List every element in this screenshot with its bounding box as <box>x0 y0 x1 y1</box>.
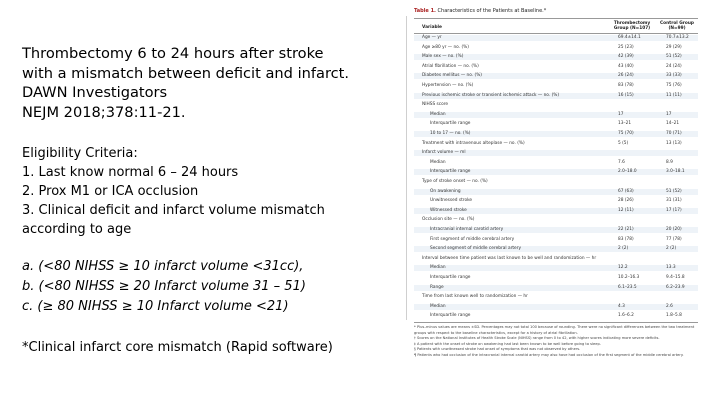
table-footnotes <box>414 322 698 359</box>
software-note: *Clinical infarct core mismatch (Rapid software) <box>22 340 333 355</box>
table-cell: 70 (71) <box>666 131 682 136</box>
table-cell: 22 (21) <box>618 227 634 232</box>
table-row <box>414 208 698 214</box>
table-cell: Interquartile range <box>430 169 471 175</box>
criteria-line: according to age <box>22 222 132 237</box>
table-cell: 28 (26) <box>618 198 634 204</box>
table-cell: 13.3 <box>666 265 676 271</box>
table-cell: 14–21 <box>666 121 680 127</box>
table-cell: 8.9 <box>666 159 673 165</box>
table-row <box>414 313 698 319</box>
mismatch-criteria <box>22 257 392 317</box>
table-cell: 2 (2) <box>618 246 629 252</box>
header-control: Control Group (N=99) <box>660 21 694 31</box>
table-row <box>414 150 698 156</box>
table-cell: Median <box>430 111 446 117</box>
table-cell: 7.6 <box>618 159 625 165</box>
table-header <box>414 18 698 34</box>
table-cell: 69.4±14.1 <box>618 35 641 40</box>
table-cell: Interval between time patient was last known to be well and randomization — hr <box>422 255 597 261</box>
table-row <box>414 93 698 99</box>
title-line: DAWN Investigators <box>22 84 168 101</box>
table-row <box>414 285 698 291</box>
table-row <box>414 102 698 108</box>
table-cell: Diabetes mellitus — no. (%) <box>422 73 482 79</box>
table-row <box>414 189 698 195</box>
table-cell: 1.6–6.2 <box>618 313 634 319</box>
table-row <box>414 304 698 310</box>
table-cell: 83 (78) <box>618 236 634 242</box>
footnote: ¶ Patients who had occlusion of the intracranial internal carotid artery may also have had occlusion of the first segment of the middle cerebral artery. <box>414 352 684 357</box>
table-caption <box>406 4 702 16</box>
table-cell: 17 <box>618 111 624 117</box>
table-row <box>414 112 698 118</box>
criteria-line: Eligibility Criteria: <box>22 146 138 161</box>
table-row <box>414 54 698 60</box>
table-cell: 25 (23) <box>618 44 634 50</box>
table-cell: Median <box>430 303 446 309</box>
table-cell: 75 (76) <box>666 83 682 88</box>
table-cell: Occlusion site — no. (%) <box>422 217 475 223</box>
table-row <box>414 160 698 166</box>
title-line: NEJM 2018;378:11-21. <box>22 103 186 121</box>
mismatch-line: b. (<80 NIHSS ≥ 20 Infarct volume 31 – 51) <box>22 279 306 294</box>
table-cell: 4.3 <box>618 303 625 309</box>
table-cell: 3.0–18.1 <box>666 169 685 175</box>
criteria-line: 1. Last know normal 6 – 24 hours <box>22 165 239 180</box>
table-cell: 6.2–23.9 <box>666 284 685 290</box>
table-cell: Intracranial internal carotid artery <box>430 227 504 232</box>
table-cell: Range <box>430 284 444 290</box>
table-row <box>414 198 698 204</box>
table-cell: Infarct volume — ml <box>422 150 466 156</box>
table-cell: 20 (20) <box>666 227 682 232</box>
table-cell: 1.8–5.8 <box>666 313 682 319</box>
table-cell: 24 (24) <box>666 63 682 69</box>
table-cell: 43 (40) <box>618 63 634 69</box>
table-cell: 26 (24) <box>618 73 634 79</box>
table-row <box>414 256 698 262</box>
footnote: * Plus–minus values are means ±SD. Percentages may not total 100 because of rounding. There were no significant differences between the two treatment groups with respect to the baseline characteristics, except for a history of atrial fibrillation. <box>414 325 695 335</box>
header-thrombectomy: Thrombectomy Group (N=107) <box>613 21 651 31</box>
table-row <box>414 73 698 79</box>
header-variable: Variable <box>422 25 442 30</box>
table-row <box>414 169 698 175</box>
table-cell: Previous ischemic stroke or transient ischemic attack — no. (%) <box>422 92 560 98</box>
title-line: with a mismatch between deficit and infarct. <box>22 64 350 82</box>
table-cell: 31 (31) <box>666 198 682 204</box>
table-cell: 29 (29) <box>666 44 682 50</box>
table-caption-text: Characteristics of the Patients at Baseline.* <box>437 8 547 14</box>
criteria-line: 3. Clinical deficit and infarct volume mismatch <box>22 203 325 218</box>
mismatch-line: c. (≥ 80 NIHSS ≥ 10 Infarct volume <21) <box>22 299 289 314</box>
table-row <box>414 35 698 41</box>
table-cell: 12.2 <box>618 265 628 271</box>
table-row <box>414 141 698 147</box>
table-cell: Median <box>430 265 446 271</box>
table-cell: 77 (78) <box>666 236 682 242</box>
table-cell: 2.0–18.0 <box>618 169 637 175</box>
slide-title <box>22 44 392 122</box>
table-cell: 13–21 <box>618 121 632 127</box>
table-cell: Hypertension — no. (%) <box>422 83 474 88</box>
table-row <box>414 131 698 137</box>
table-row <box>414 217 698 223</box>
table-cell: Second segment of middle cerebral artery <box>430 246 521 252</box>
table-cell: 2 (2) <box>666 246 677 252</box>
table-row <box>414 121 698 127</box>
table-cell: 70.7±13.2 <box>666 35 689 40</box>
mismatch-line: a. (<80 NIHSS ≥ 10 infarct volume <31cc), <box>22 259 304 274</box>
table-cell: 75 (70) <box>618 131 634 136</box>
table-row <box>414 294 698 300</box>
table-cell: 16 (15) <box>618 92 634 98</box>
table-cell: First segment of middle cerebral artery <box>430 236 515 242</box>
baseline-table-image <box>406 4 702 404</box>
table-caption-label: Table 1. <box>414 8 436 14</box>
table-cell: Treatment with intravenous alteplase — no. (%) <box>422 140 525 146</box>
title-line: Thrombectomy 6 to 24 hours after stroke <box>22 45 324 62</box>
criteria-line: 2. Prox M1 or ICA occlusion <box>22 184 199 199</box>
footnote: § Patients with unwitnessed stroke had onset of symptoms that was not observed by others. <box>414 347 581 352</box>
table-cell: Time from last known well to randomization — hr <box>422 294 528 300</box>
table-cell: 2.6 <box>666 303 673 309</box>
table-cell: 10.2–16.3 <box>618 275 640 280</box>
table-cell: 51 (52) <box>666 188 682 194</box>
table-cell: Unwitnessed stroke <box>430 198 473 204</box>
table-row <box>414 237 698 243</box>
slide-left-text <box>22 44 392 317</box>
eligibility-criteria <box>22 144 392 239</box>
table-cell: Male sex — no. (%) <box>422 54 464 60</box>
table-cell: 17 (17) <box>666 207 682 213</box>
table-cell: 83 (78) <box>618 83 634 88</box>
table-cell: 13 (13) <box>666 140 682 146</box>
table-cell: 10 to 17 — no. (%) <box>430 131 471 136</box>
table-cell: 11 (11) <box>666 92 682 98</box>
table-cell: Interquartile range <box>430 121 471 127</box>
table-cell: Interquartile range <box>430 313 471 319</box>
table-row <box>414 246 698 252</box>
table-cell: Witnessed stroke <box>430 207 467 213</box>
table-cell: 67 (63) <box>618 188 634 194</box>
table-row <box>414 275 698 281</box>
table-cell: Age ≥80 yr — no. (%) <box>422 44 469 50</box>
table-cell: Atrial fibrillation — no. (%) <box>422 63 479 69</box>
table-cell: 42 (39) <box>618 54 634 60</box>
table-cell: Type of stroke onset — no. (%) <box>422 179 488 184</box>
table-row <box>414 265 698 271</box>
table-row <box>414 179 698 185</box>
table-cell: NIHSS score <box>422 102 449 108</box>
table-row <box>414 64 698 70</box>
table-row <box>414 227 698 233</box>
table-cell: 9.4–15.8 <box>666 275 685 280</box>
table-cell: Interquartile range <box>430 275 471 280</box>
table-cell: Median <box>430 159 446 165</box>
table-cell: On awakening <box>430 188 461 194</box>
table-cell: 33 (33) <box>666 73 682 79</box>
table-cell: Age — yr <box>422 35 442 40</box>
table-cell: 12 (11) <box>618 207 634 213</box>
footnote: † Scores on the National Institutes of Health Stroke Scale (NIHSS) range from 0 to 42, with higher scores indicating more severe deficits. <box>414 336 660 341</box>
table-row <box>414 83 698 89</box>
table-cell: 5 (5) <box>618 140 629 146</box>
table-cell: 17 <box>666 111 672 117</box>
footnote: ‡ A patient with the onset of stroke on awakening had last been known to be well before going to sleep. <box>414 341 601 346</box>
table-row <box>414 45 698 51</box>
table-cell: 6.1–23.5 <box>618 284 637 290</box>
table-cell: 51 (52) <box>666 54 682 60</box>
